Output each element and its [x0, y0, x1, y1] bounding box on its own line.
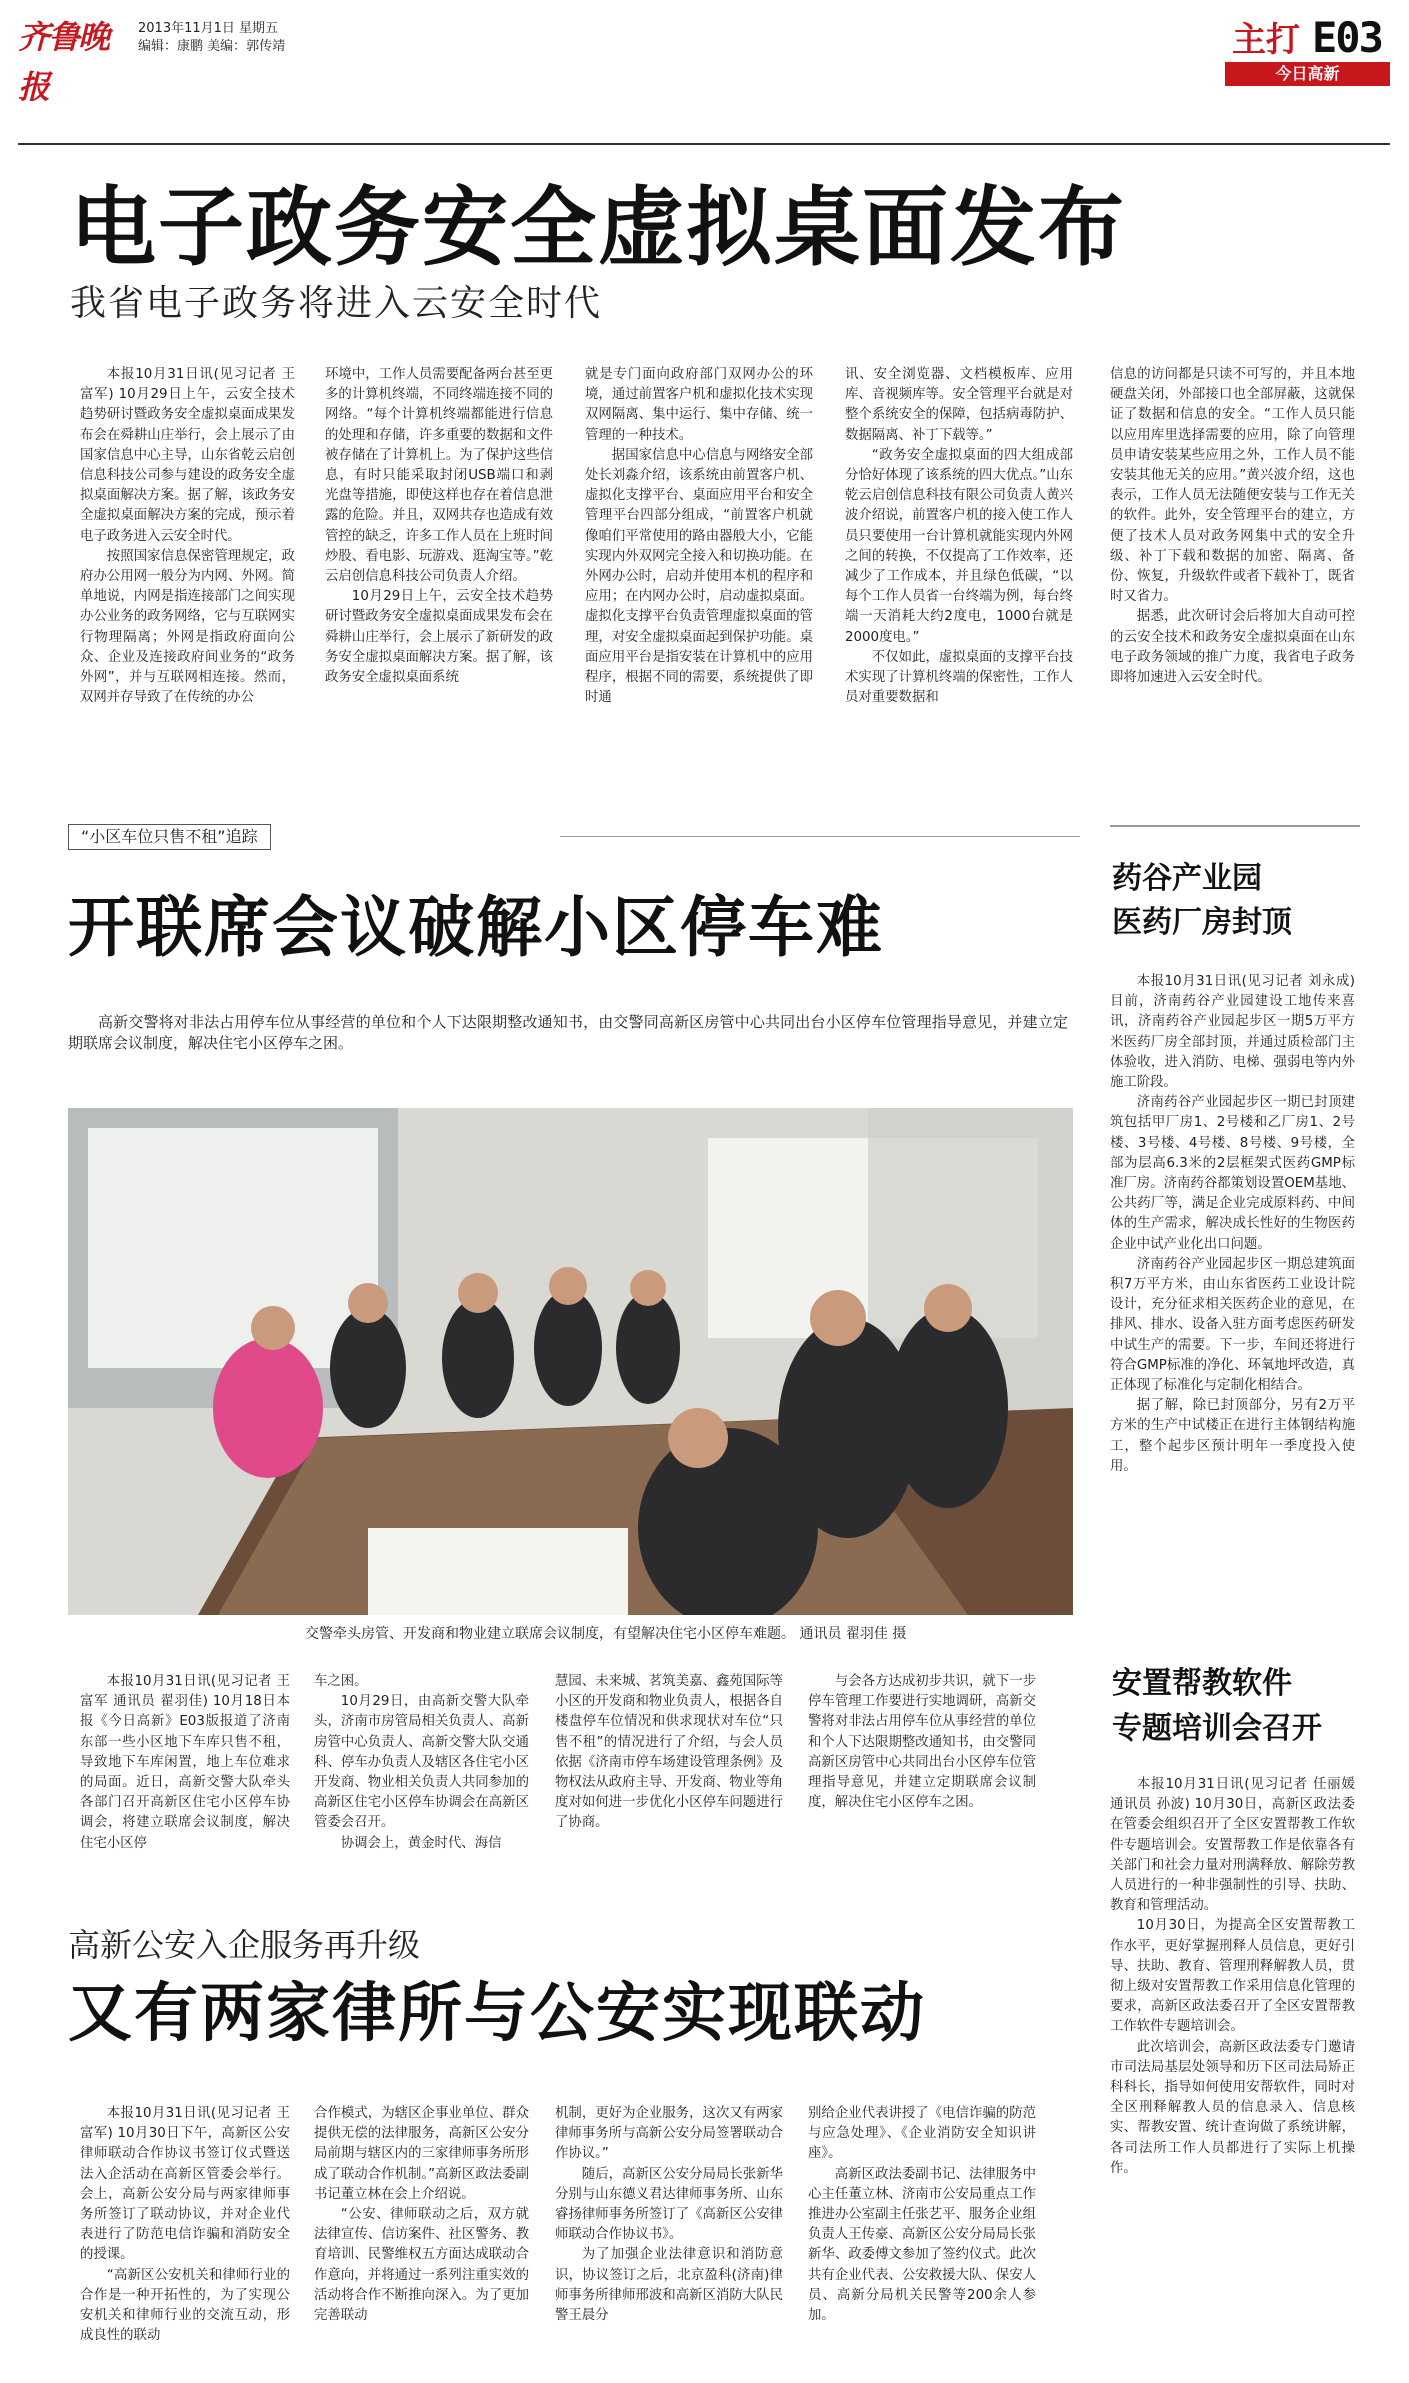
- section-divider: [560, 836, 1080, 837]
- article2-lead: [68, 1012, 1068, 1092]
- article2-column-2: [314, 1672, 529, 1894]
- paragraph: 别给企业代表讲授了《电信诈骗的防范与应急处理》、《企业消防安全知识讲座》。: [808, 2106, 1036, 2162]
- sidebar-divider: [1110, 825, 1360, 827]
- article1-column-2: [325, 365, 553, 777]
- article3-column-2: [314, 2104, 529, 2374]
- paragraph: 随后，高新区公安分局局长张新华分别与山东德义君达律师事务所、山东睿扬律师事务所签订了《高新区公安律师联动合作协议书》。: [555, 2166, 783, 2243]
- meeting-photo-illustration: [68, 1108, 1073, 1615]
- article2-column-1: [80, 1672, 290, 1894]
- sidebar1-headline-line2: 医药厂房封顶: [1112, 905, 1292, 940]
- paragraph: “高新区公安机关和律师行业的合作是一种开拓性的，为了实现公安机关和律师行业的交流互动，形成良性的联动: [80, 2267, 290, 2344]
- article3-column-3: [555, 2104, 783, 2374]
- paragraph: 济南药谷产业园起步区一期已封顶建筑包括甲厂房1、2号楼和乙厂房1、2号楼、3号楼、4号楼、8号楼、9号楼，全部为层高6.3米的2层框架式医药GMP标准厂房。济南药谷都策划设置OEM基地、公共药厂等，满足企业完成原料药、中间体的生产需求，解决成长性好的生物医药企业中试产业化出口问题。: [1110, 1095, 1355, 1252]
- paragraph: 合作模式，为辖区企事业单位、群众提供无偿的法律服务，高新区公安分局前期与辖区内的三家律师事务所形成了联动合作机制。”高新区政法委副书记董立林在会上介绍说。: [314, 2106, 529, 2202]
- paragraph: 10月30日，为提高全区安置帮教工作水平，更好掌握刑释人员信息，更好引导、扶助、教育、管理刑释解教人员，贯彻上级对安置帮教工作采用信息化管理的要求，高新区政法委召开了全区安置帮教工作软件专题培训会。: [1110, 1918, 1355, 2035]
- paragraph: 10月29日上午，云安全技术趋势研讨暨政务安全虚拟桌面成果发布会在舜耕山庄举行，会上展示了新研发的政务安全虚拟桌面解决方案。据了解，该政务安全虚拟桌面系统: [325, 589, 553, 686]
- paragraph: 此次培训会，高新区政法委专门邀请市司法局基层处领导和历下区司法局矫正科科长，指导如何使用安帮软件，同时对全区刑释解教人员的信息录入、信息核实、帮教安置、统计查询做了系统讲解，各司法所工作人员都进行了实际上机操作。: [1110, 2039, 1355, 2176]
- article2-column-3: [555, 1672, 783, 1894]
- date-line: 2013年11月1日 星期五: [138, 21, 279, 36]
- sidebar2-headline-line1: 安置帮教软件: [1112, 1666, 1292, 1701]
- paragraph: 据了解，除已封顶部分，另有2万平方米的生产中试楼正在进行主体钢结构施工，整个起步区预计明年一季度投入使用。: [1110, 1398, 1355, 1474]
- article3-headline: 又有两家律所与公安实现联动: [68, 1977, 926, 2051]
- article2-kicker: “小区车位只售不租”追踪: [68, 824, 271, 850]
- paragraph: 据悉，此次研讨会后将加大自动可控的云安全技术和政务安全虚拟桌面在山东电子政务领域的推广力度，我省电子政务即将加速进入云安全时代。: [1110, 609, 1355, 686]
- paragraph: 就是专门面向政府部门双网办公的环境，通过前置客户机和虚拟化技术实现双网隔离、集中运行、集中存储、统一管理的一种技术。: [585, 367, 813, 443]
- paragraph: 讯、安全浏览器、文档模板库、应用库、音视频库等。安全管理平台就是对整个系统安全的保障，包括病毒防护、数据隔离、补丁下载等。”: [845, 367, 1073, 443]
- paragraph: 慧园、未来城、茗筑美嘉、鑫苑国际等小区的开发商和物业负责人，根据各自楼盘停车位情况和供求现状对车位“只售不租”的情况进行了介绍，与会人员依据《济南市停车场建设管理条例》及物权法从政府主导、开发商、物业等角度对如何进一步优化小区停车问题进行了协商。: [555, 1674, 783, 1831]
- paragraph: 本报10月31日讯(见习记者 王富军) 10月30日下午，高新区公安律师联动合作协议书签订仪式暨送法入企活动在高新区管委会举行。会上，高新公安分局与两家律师事务所签订了联动协议，并对企业代表进行了防范电信诈骗和消防安全的授课。: [80, 2106, 290, 2263]
- paragraph: 信息的访问都是只读不可写的，并且本地硬盘关闭，外部接口也全部屏蔽，这就保证了数据和信息的安全。“工作人员只能以应用库里选择需要的应用，除了向管理员申请安装某些应用之外，工作人员不能安装其他无关的应用。”黄兴波介绍，这也表示，工作人员无法随便安装与工作无关的软件。此外，安全管理平台的建立，方便了技术人员对政务网集中式的安全升级、补丁下载和数据的加密、隔离、备份、恢复，升级软件或者下载补丁，既省时又省力。: [1110, 367, 1355, 605]
- masthead-rule: [18, 143, 1390, 145]
- article1-column-3: [585, 365, 813, 777]
- paragraph: 车之困。: [314, 1674, 368, 1689]
- paragraph: 不仅如此，虚拟桌面的支撑平台技术实现了计算机终端的保密性，工作人员对重要数据和: [845, 649, 1073, 706]
- subsection-bar: 今日高新: [1225, 62, 1390, 86]
- article1-deck: 我省电子政务将进入云安全时代: [70, 283, 603, 324]
- article1-column-5: [1110, 365, 1355, 777]
- paragraph: 机制，更好为企业服务，这次又有两家律师事务所与高新公安分局签署联动合作协议。”: [555, 2106, 783, 2162]
- paragraph: 为了加强企业法律意识和消防意识，协议签订之后，北京盈科(济南)律师事务所律师邢波和高新区消防大队民警王晨分: [555, 2247, 783, 2324]
- article2-headline: 开联席会议破解小区停车难: [68, 889, 884, 966]
- paragraph: 协调会上，黄金时代、海信: [340, 1835, 502, 1851]
- photo-caption: 交警牵头房管、开发商和物业建立联席会议制度，有望解决住宅小区停车难题。 通讯员 翟羽佳 摄: [305, 1626, 907, 1642]
- paragraph: 环境中，工作人员需要配备两台甚至更多的计算机终端，不同终端连接不同的网络。“每个计算机终端都能进行信息的处理和存储，许多重要的数据和文件被存储在了计算机上。为了保护这些信息，有时只能采取封闭USB端口和剥光盘等措施，即使这样也存在着信息泄露的危险。并且，双网共存也造成有效管控的缺乏，许多工作人员在上班时间炒股、看电影、玩游戏、逛淘宝等。”乾云启创信息科技公司负责人介绍。: [325, 367, 553, 585]
- paragraph: 本报10月31日讯(见习记者 任丽媛 通讯员 孙波) 10月30日，高新区政法委在管委会组织召开了全区安置帮教工作软件专题培训会。安置帮教工作是依靠各有关部门和社会力量对刑满释放、解除劳教人员进行的一种非强制性的引导、扶助、教育和管理活动。: [1110, 1777, 1355, 1914]
- paragraph: 济南药谷产业园起步区一期总建筑面积7万平方米，由山东省医药工业设计院设计，充分征求相关医药企业的意见，在排风、排水、设备入驻方面考虑医药研发中试生产的需要。下一步，车间还将进行符合GMP标准的净化、环氧地坪改造，真正体现了标准化与定制化相结合。: [1110, 1256, 1355, 1394]
- article3-kicker: 高新公安入企服务再升级: [68, 1926, 421, 1964]
- lead-paragraph: 高新交警将对非法占用停车位从事经营的单位和个人下达限期整改通知书，由交警同高新区房管中心共同出台小区停车位管理指导意见，并建立定期联席会议制度，解决住宅小区停车之困。: [68, 1013, 1068, 1052]
- paragraph: “公安、律师联动之后，双方就法律宣传、信访案件、社区警务、教育培训、民警维权五方面达成联动合作意向，并将通过一系列注重实效的活动将合作不断推向深入。为了更加完善联动: [314, 2207, 529, 2324]
- article2-column-4: [808, 1672, 1036, 1894]
- sidebar1-body: [1110, 972, 1355, 1612]
- paragraph: 据国家信息中心信息与网络安全部处长刘淼介绍，该系统由前置客户机、虚拟化支撑平台、桌面应用平台和安全管理平台四部分组成，“前置客户机就像咱们平常使用的路由器般大小，它能实现内外双网完全接入和切换功能。在外网办公时，启动并使用本机的程序和应用；在内网办公时，启动虚拟桌面。虚拟化支撑平台负责管理虚拟桌面的管理，对安全虚拟桌面起到保护功能。桌面应用平台是指安装在计算机中的应用程序，根据不同的需要，系统提供了即时通: [585, 447, 813, 706]
- paragraph: 10月29日，由高新交警大队牵头，济南市房管局相关负责人、高新房管中心负责人、高新交警大队交通科、停车办负责人及辖区各住宅小区开发商、物业相关负责人共同参加的高新区住宅小区停车协调会在高新区管委会召开。: [314, 1694, 529, 1831]
- section-title: 主打: [1232, 20, 1300, 60]
- paragraph: 与会各方达成初步共识，就下一步停车管理工作要进行实地调研，高新交警将对非法占用停车位从事经营的单位和个人下达限期整改通知书，由交警同高新区房管中心共同出台小区停车位管理指导意见，并建立定期联席会议制度，解决住宅小区停车之困。: [808, 1674, 1036, 1811]
- sidebar1-headline-line1: 药谷产业园: [1112, 861, 1262, 896]
- newspaper-logo: 齐鲁晚报: [18, 18, 109, 106]
- meeting-photo: [68, 1108, 1073, 1615]
- paragraph: 本报10月31日讯(见习记者 刘永成) 目前，济南药谷产业园建设工地传来喜讯，济南药谷产业园起步区一期5万平方米医药厂房全部封顶，并通过质检部门主体验收，进入消防、电梯、强弱电等内外施工阶段。: [1110, 974, 1355, 1091]
- article1-column-4: [845, 365, 1073, 777]
- paragraph: 高新区政法委副书记、法律服务中心主任董立林、济南市公安局重点工作推进办公室副主任张艺平、服务企业组负责人王传豪、高新区公安分局局长张新华、政委傅文参加了签约仪式。此次共有企业代表、公安救援大队、保安人员、高新分局机关民警等200余人参加。: [808, 2166, 1036, 2324]
- sidebar2-headline-line2: 专题培训会召开: [1112, 1711, 1322, 1746]
- article3-column-4: [808, 2104, 1036, 2374]
- article1-column-1: [80, 365, 295, 777]
- article3-column-1: [80, 2104, 290, 2374]
- article1-headline: 电子政务安全虚拟桌面发布: [70, 178, 1126, 278]
- sidebar2-body: [1110, 1775, 1355, 2335]
- paragraph: 本报10月31日讯(见习记者 王富军) 10月29日上午，云安全技术趋势研讨暨政务安全虚拟桌面成果发布会在舜耕山庄举行，会上展示了由国家信息中心主导，山东省乾云启创信息科技公司参与建设的政务安全虚拟桌面解决方案。据了解，该政务安全虚拟桌面解决方案的完成，预示着电子政务进入云安全时代。: [80, 367, 295, 544]
- editor-line: 编辑：康鹏 美编：郭传靖: [138, 39, 286, 54]
- paragraph: “政务安全虚拟桌面的四大组成部分恰好体现了该系统的四大优点。”山东乾云启创信息科技有限公司负责人黄兴波介绍说，前置客户机的接入使工作人员只要使用一台计算机就能实现内外网之间的转换，不仅提高了工作效率，还减少了工作成本，并且绿色低碳，“以每个工作人员省一台终端为例，每台终端一天消耗大约2度电，1000台就是2000度电。”: [845, 447, 1073, 645]
- paragraph: 按照国家信息保密管理规定，政府办公用网一般分为内网、外网。简单地说，内网是指连接部门之间实现办公业务的政务网络，它与互联网实行物理隔离；外网是指政府面向公众、企业及连接政府间业务的“政务外网”，并与互联网相连接。然而，双网并存导致了在传统的办公: [80, 548, 295, 706]
- page-number: E03: [1312, 13, 1382, 62]
- paragraph: 本报10月31日讯(见习记者 王富军 通讯员 翟羽佳) 10月18日本报《今日高新》E03版报道了济南东部一些小区地下车库只售不租，导致地下车库闲置，地上车位难求的局面。近日，高新交警大队牵头各部门召开高新区住宅小区停车协调会，将建立联席会议制度，解决住宅小区停: [80, 1674, 290, 1851]
